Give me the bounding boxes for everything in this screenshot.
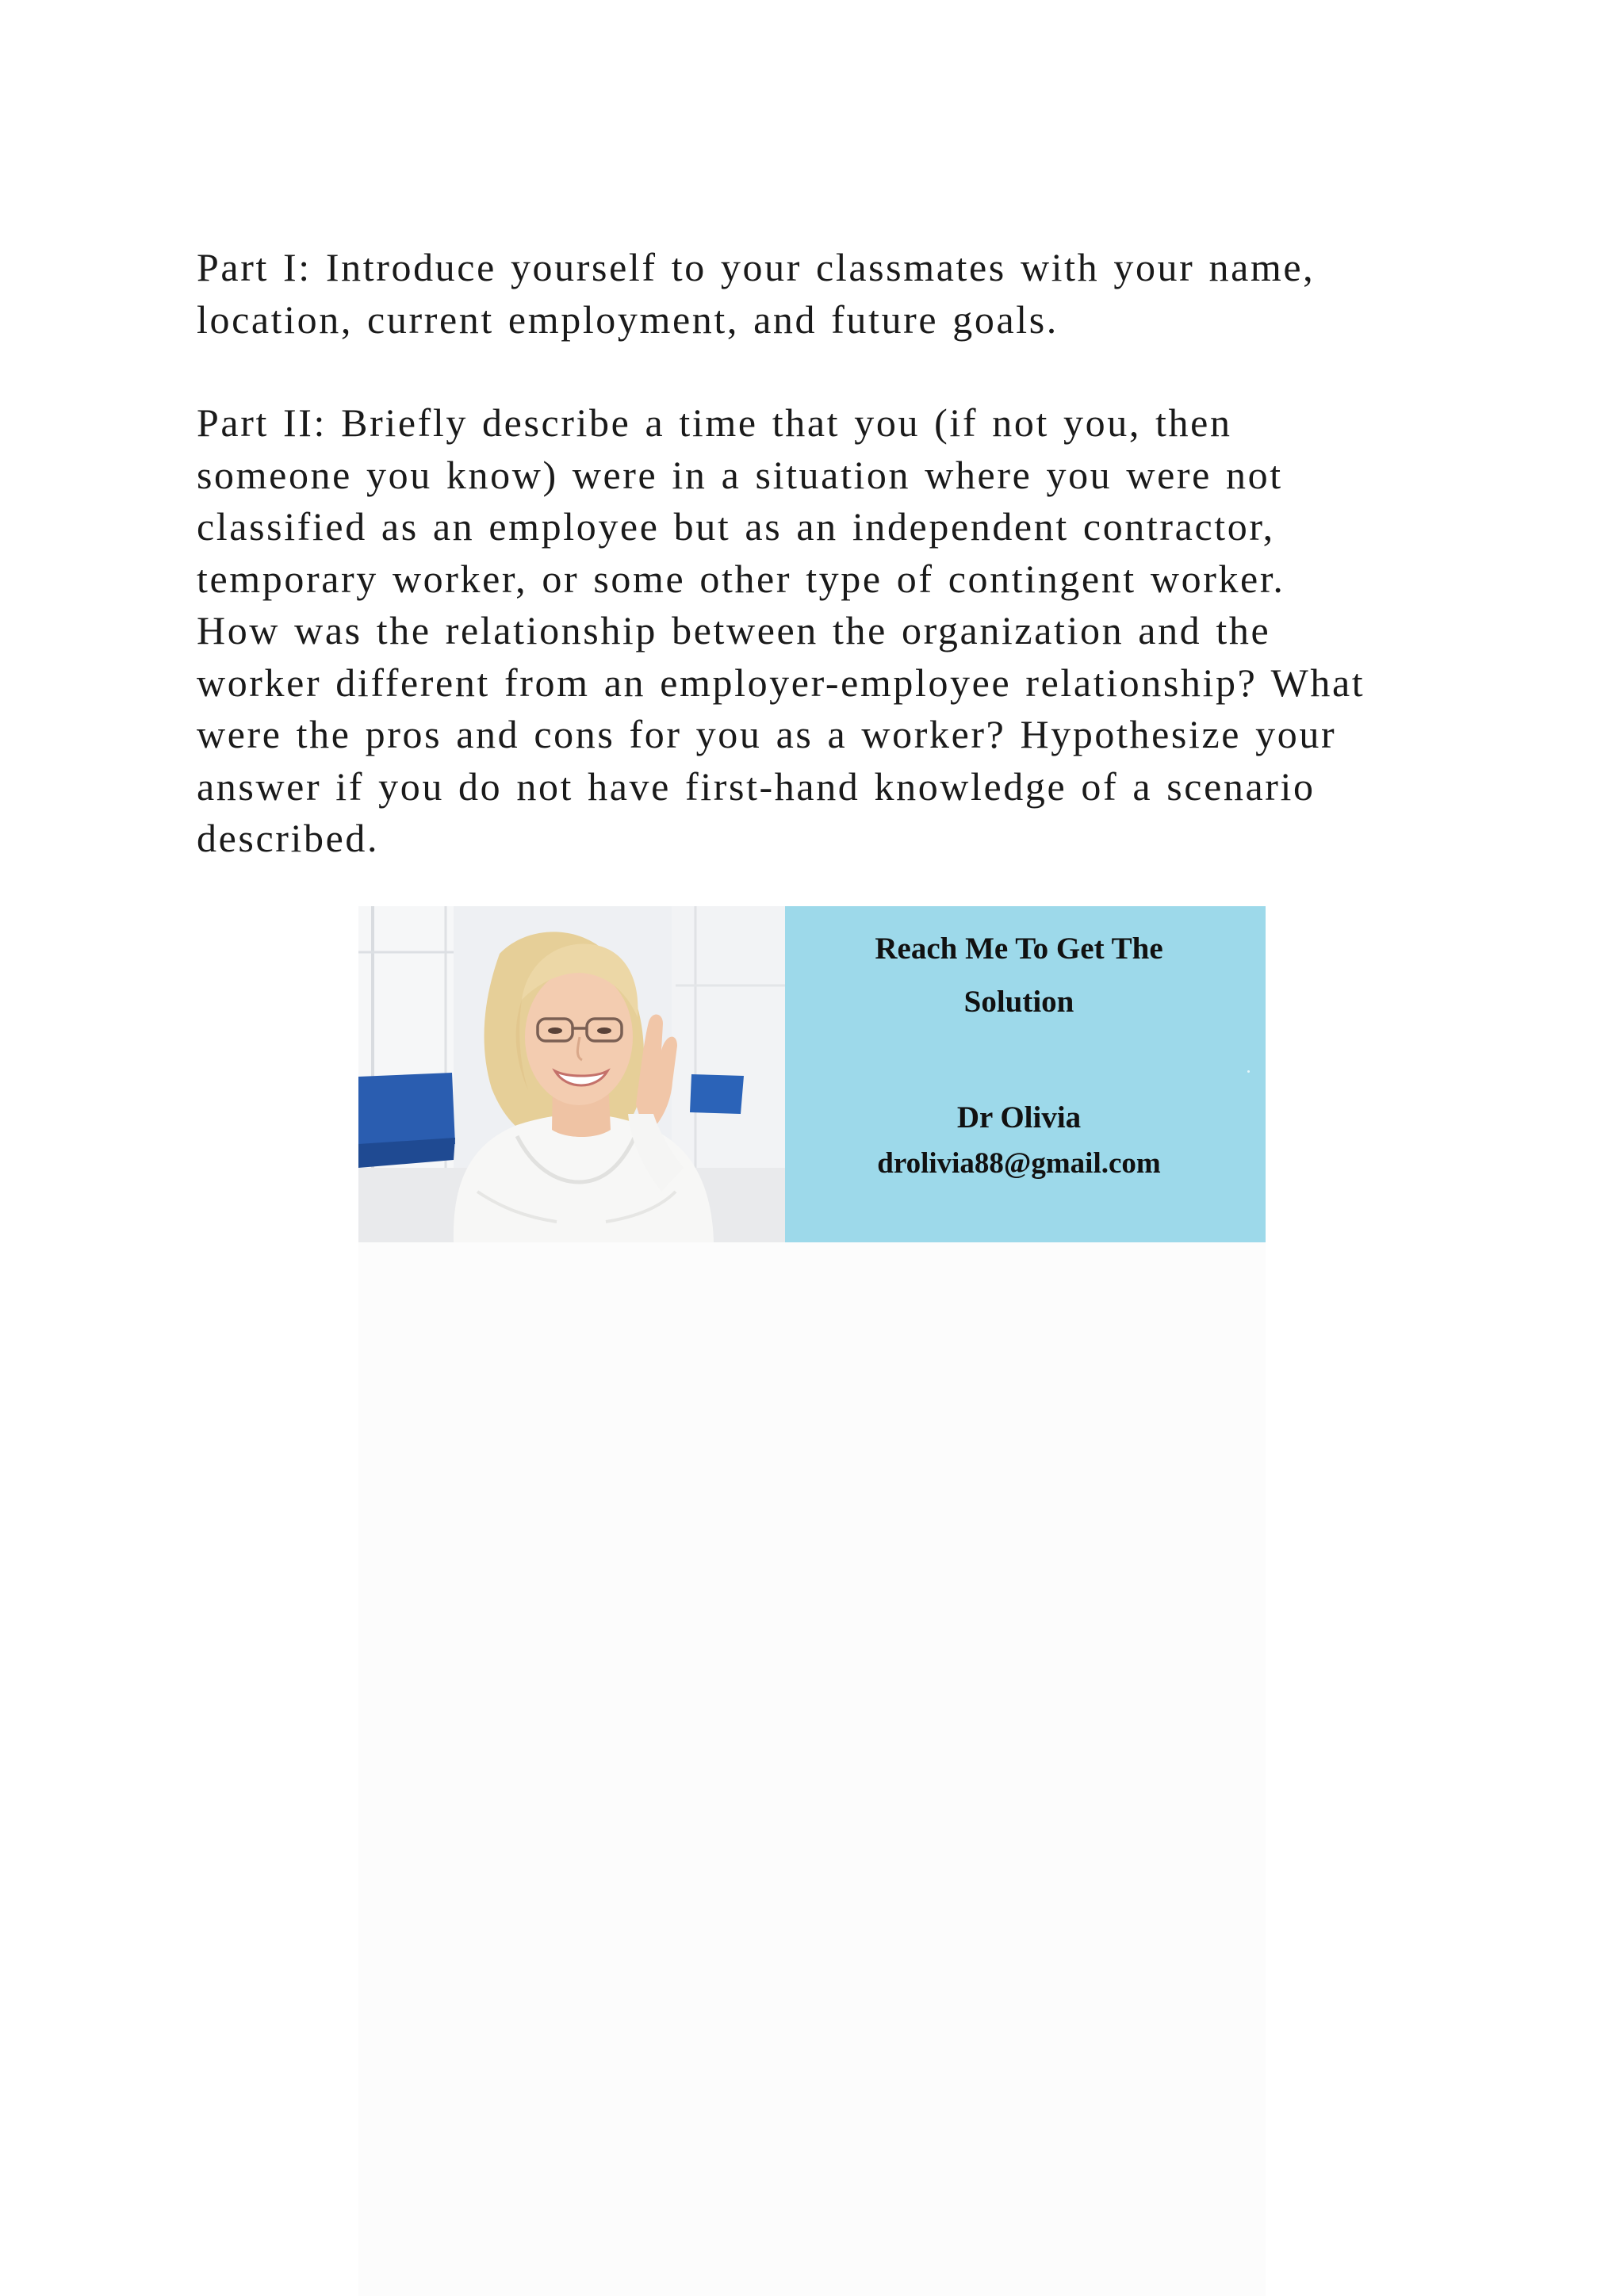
woman-illustration [358,906,785,1242]
part-two-paragraph: Part II: Briefly describe a time that you (if not you, then someone you know) were in a situation where you were not classified as an employee but as an independent contractor, temporary worker, or some other type of contingent worker. How was the relationship between the organization and the worker different from an employer-employee relationship? What were the pros and cons for you as a worker? Hypothesize your answer if you do not have first-hand knowledge of a scenario described. [197,400,1365,860]
banner-heading-line1: Reach Me To Get The [875,932,1163,966]
contact-name: Dr Olivia [956,1100,1082,1135]
contact-info-panel [785,906,1266,1242]
banner-speck [1247,1070,1250,1073]
part-one-paragraph: Part I: Introduce yourself to your classmates with your name, location, current employment, and future goals. [197,245,1316,342]
banner-heading-line2: Solution [963,985,1074,1019]
contact-banner [358,906,1266,1242]
contact-email: drolivia88@gmail.com [877,1147,1161,1180]
woman-photo [358,906,785,1242]
page-shade [358,1242,1266,2296]
assignment-text [197,242,1450,865]
